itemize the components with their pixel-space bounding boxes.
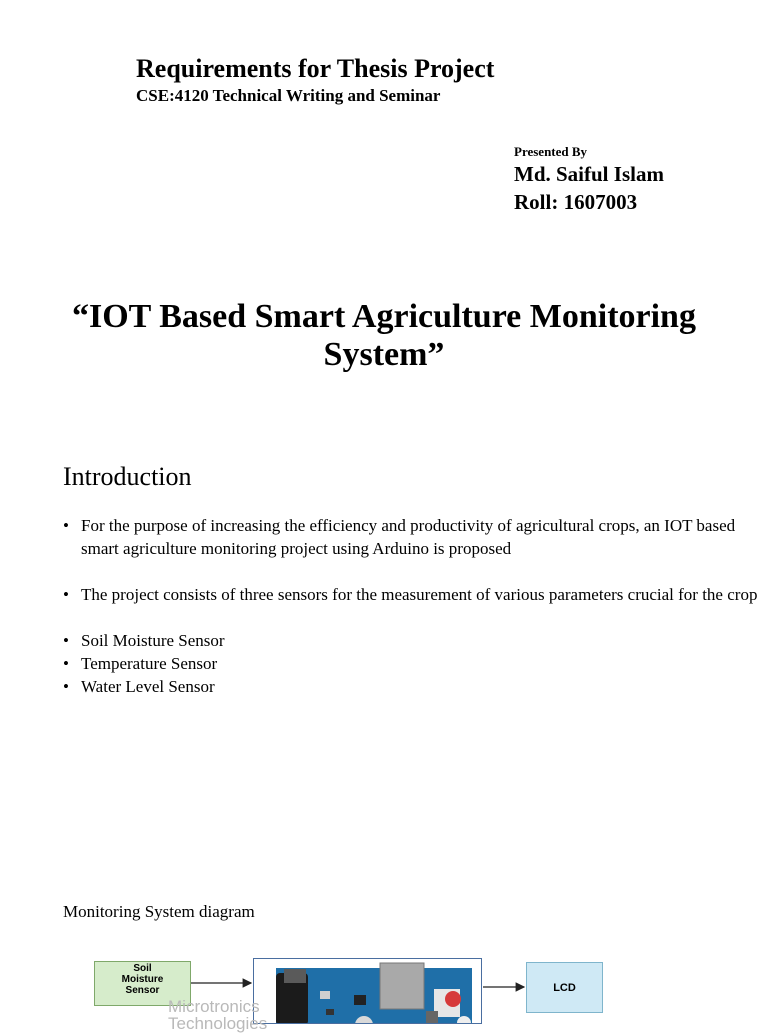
project-title-line-1: “IOT Based Smart Agriculture Monitoring xyxy=(72,298,696,335)
watermark-line-1: Microtronics xyxy=(168,997,260,1016)
arduino-board-image xyxy=(253,958,482,1024)
document-title: Requirements for Thesis Project xyxy=(136,54,495,83)
soil-box-line-1: Soil xyxy=(133,963,152,974)
introduction-heading: Introduction xyxy=(63,462,192,491)
presenter-name: Md. Saiful Islam xyxy=(514,162,664,186)
project-title-line-2: System” xyxy=(323,336,445,373)
soil-box-line-2: Moisture xyxy=(121,974,164,985)
diagram-label: Monitoring System diagram xyxy=(63,902,255,921)
bullet-icon: • xyxy=(63,585,69,604)
soil-box-line-3: Sensor xyxy=(125,985,160,996)
course-subtitle: CSE:4120 Technical Writing and Seminar xyxy=(136,86,441,105)
presented-by-label: Presented By xyxy=(514,144,588,159)
bullet-text: Soil Moisture Sensor xyxy=(81,631,225,650)
bullet-text: Temperature Sensor xyxy=(81,654,218,673)
bullet-icon: • xyxy=(63,631,69,650)
bullet-text: For the purpose of increasing the efficiency and productivity of agricultural crops, an IOT based smart agriculture monitoring project using Arduino is proposed xyxy=(81,516,736,558)
board-components xyxy=(254,959,482,1024)
watermark xyxy=(168,998,267,1032)
bullet-icon: • xyxy=(63,677,69,696)
lcd-box: LCD xyxy=(526,962,603,1013)
bullet-text: Water Level Sensor xyxy=(81,677,215,696)
bullet-text: The project consists of three sensors for the measurement of various parameters crucial for the crop xyxy=(81,585,758,604)
watermark-line-2: Technologies xyxy=(168,1014,268,1033)
presenter-roll: Roll: 1607003 xyxy=(514,190,638,214)
bullet-icon: • xyxy=(63,654,69,673)
bullet-icon: • xyxy=(63,516,69,535)
